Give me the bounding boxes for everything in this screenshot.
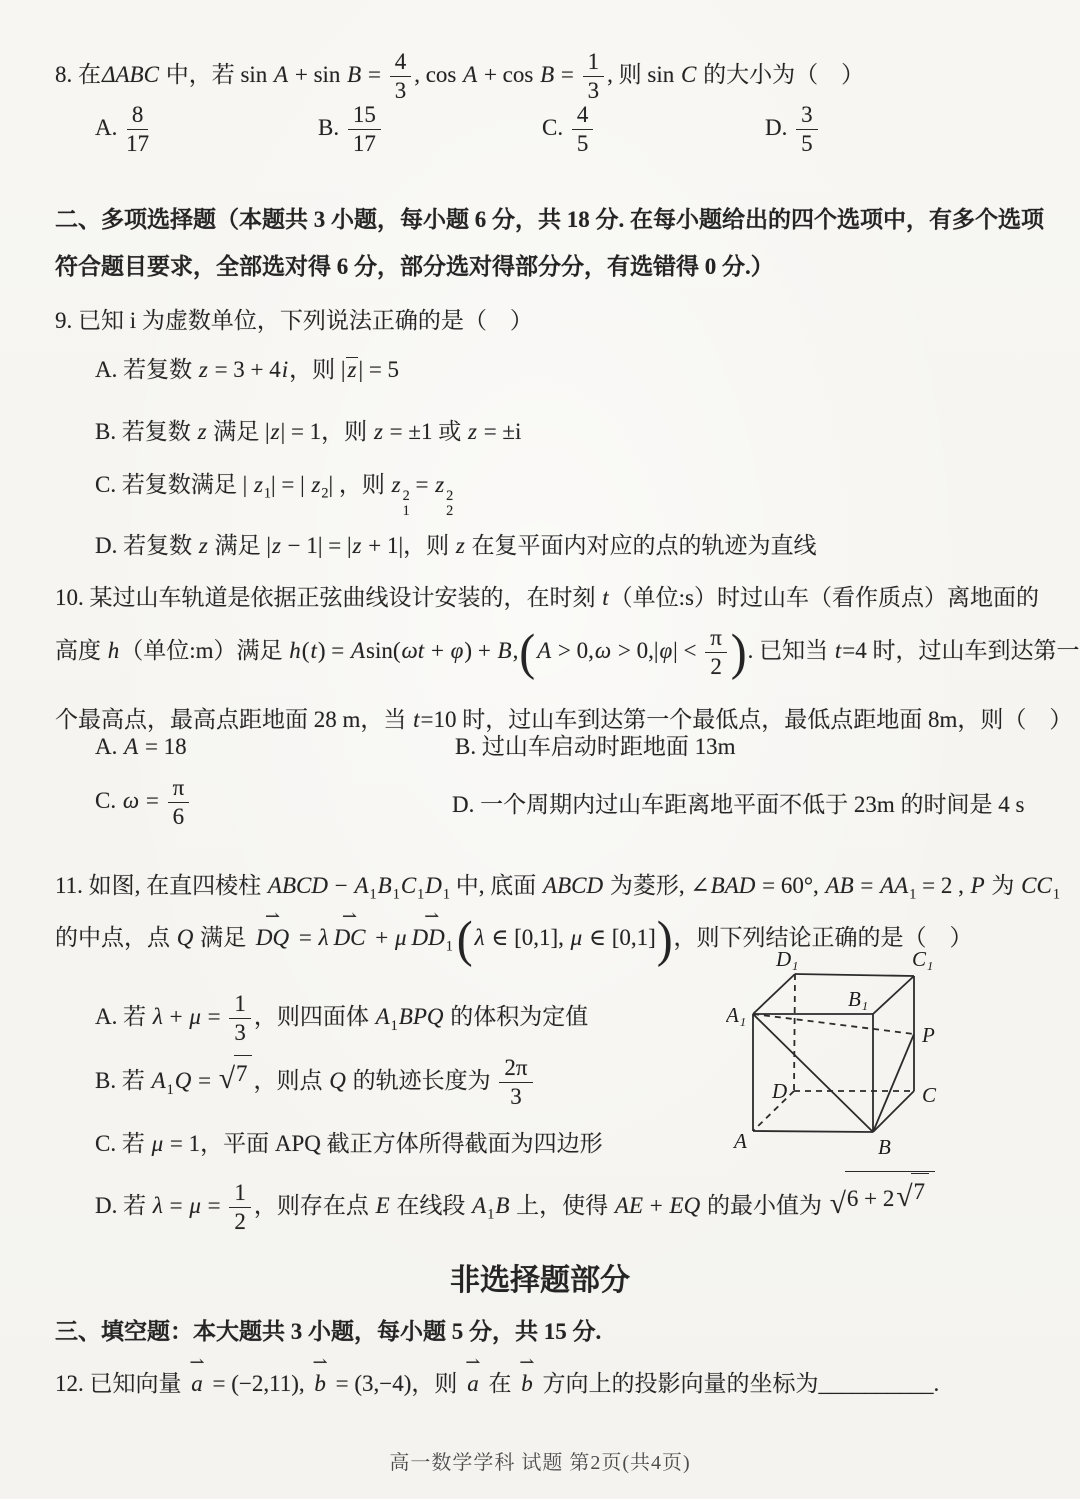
vector-arrow-icon: ⇀	[342, 906, 358, 927]
vertex-label-a1: A₁	[726, 1003, 747, 1027]
section-2-heading-line-2: 符合题目要求，全部选对得 6 分，部分选对得部分分，有选错得 0 分.）	[55, 254, 774, 279]
question-11-stem-line-2: 的中点，点 Q 满足 ⇀ DQ = λ ⇀ DC + μ ⇀ $DD_1(\lambda$ ∈ [0,1], μ ∈ [0,1])，则下列结论正确的是（ ）	[55, 906, 973, 968]
vector-arrow-icon: ⇀	[519, 1352, 535, 1373]
question-9-option-c: C. 若复数满足 | $z_1|$ = | $z_2|$ ，则 z 2 1 = z 2 2	[95, 472, 454, 519]
question-8-stem: 8. 在ΔABC 中，若 sin A + sin B = $\frac{4}{3}$ , cos A + cos B = $\frac{1}{3}$ , 则 sin C 的大小为（ ）	[55, 49, 865, 104]
vector-arrow-icon: ⇀	[312, 1352, 328, 1373]
question-8-option-d: D. $\frac{3}{5}$	[765, 102, 821, 158]
edge-ab	[753, 1131, 873, 1132]
question-11-stem-line-1: 11. 如图, 在直四棱柱 ABCD − $A_1B_1C_1D_1$ 中, 底面 ABCD 为菱形, ∠BAD = 60°, AB = $AA_1 = 2$ , P 为 $CC_1$	[55, 873, 1060, 903]
vector-arrow-icon: ⇀	[264, 906, 280, 927]
question-8-option-b: B. $\frac{15}{17}$	[318, 102, 384, 158]
radical-sign-icon: √	[829, 1187, 846, 1220]
question-8-option-a: A. $\frac{8}{17}$	[95, 102, 150, 157]
radical-sign-icon: √	[218, 1063, 236, 1096]
question-11-option-a: A. 若 λ + μ = $\frac{1}{3}$ ，则四面体 $A_1BPQ$ 的体积为定值	[95, 991, 589, 1046]
question-10-option-c: C. ω = $\frac{\pi}{6}$	[95, 775, 192, 831]
prism-figure	[726, 944, 966, 1166]
vertex-label-d: D	[772, 1079, 788, 1103]
vertex-label-c: C	[922, 1083, 937, 1107]
section-2-heading-line-1: 二、多项选择题（本题共 3 小题，每小题 6 分，共 18 分. 在每小题给出的四个选项中，有多个选项	[55, 207, 1044, 232]
vertex-label-p: P	[922, 1023, 935, 1047]
question-11-option-b: B. 若 $A_1Q$ = √ 7 ，则点 Q 的轨迹长度为 $\frac{2\pi}{3}$	[95, 1055, 536, 1111]
edge-d1a1	[753, 974, 795, 1014]
edge-d1d-dashed	[794, 974, 795, 1091]
question-10-stem-line-1: 10. 某过山车轨道是依据正弦曲线设计安装的，在时刻 t（单位:s）时过山车（看作质点）离地面的	[55, 585, 1039, 610]
question-10-option-a: A. A = 18	[95, 734, 187, 759]
vector-arrow-icon: ⇀	[189, 1352, 205, 1373]
vertex-label-c1: C₁	[912, 947, 934, 971]
vertex-label-d1: D₁	[776, 947, 799, 971]
question-10-option-b: B. 过山车启动时距地面 13m	[455, 734, 736, 759]
vertex-label-b1: B₁	[848, 987, 869, 1011]
segment-bp	[873, 1034, 914, 1132]
question-11-option-c: C. 若 μ = 1，平面 APQ 截正方体所得截面为四边形	[95, 1131, 603, 1156]
question-10-stem-line-2: 高度 h（单位:m）满足 h(t) = Asin(ωt + φ) + B,(A > 0,ω > 0,|φ| < $\frac{\pi}{2}$ ). 已知当 t=4 时，过山车到达第一	[55, 624, 1080, 682]
non-mc-section-title: 非选择题部分	[450, 1264, 630, 1297]
vertex-label-b: B	[878, 1135, 891, 1159]
question-9-stem: 9. 已知 i 为虚数单位，下列说法正确的是（ ）	[55, 308, 533, 333]
section-3-heading: 三、填空题：本大题共 3 小题，每小题 5 分，共 15 分.	[55, 1319, 602, 1344]
radical-sign-icon: √	[896, 1180, 913, 1213]
question-8-option-c: C. $\frac{4}{5}$	[542, 102, 596, 158]
question-11-option-d: D. 若 λ = μ = $\frac{1}{2}$ ，则存在点 E 在线段 $A_1B$ 上，使得 AE + EQ 的最小值为 √ 6 + 2 √ 7	[95, 1171, 937, 1236]
vertex-label-a: A	[734, 1129, 747, 1153]
page-footer: 高一数学学科 试题 第2页(共4页)	[389, 1452, 691, 1474]
edge-d1c1	[795, 974, 914, 976]
question-10-stem-line-3: 个最高点，最高点距地面 28 m，当 t=10 时，过山车到达第一个最低点，最低点距地面 8m，则（ ）	[55, 707, 1073, 732]
segment-a1p-dashed	[753, 1014, 914, 1034]
question-10-option-d: D. 一个周期内过山车距离地平面不低于 23m 的时间是 4 s	[452, 792, 1025, 817]
segment-a1b	[753, 1014, 873, 1132]
question-9-option-d: D. 若复数 z 满足 |z − 1| = |z + 1|，则 z 在复平面内对应的点的轨迹为直线	[95, 533, 817, 558]
question-9-option-b: B. 若复数 z 满足 |z| = 1，则 z = ±1 或 z = ±i	[95, 419, 522, 444]
edge-bc	[873, 1091, 914, 1132]
edge-c1b1	[873, 976, 914, 1014]
question-12-stem: 12. 已知向量 ⇀ a = (−2,11), ⇀ b = (3,−4)，则 ⇀ a 在 ⇀ b 方向上的投影向量的坐标为__________.	[55, 1352, 940, 1396]
question-9-option-a: A. 若复数 z = 3 + 4i，则 |z| = 5	[95, 357, 400, 382]
vector-arrow-icon: ⇀	[424, 906, 440, 927]
prism-figure-svg	[726, 944, 966, 1166]
vector-arrow-icon: ⇀	[465, 1352, 481, 1373]
